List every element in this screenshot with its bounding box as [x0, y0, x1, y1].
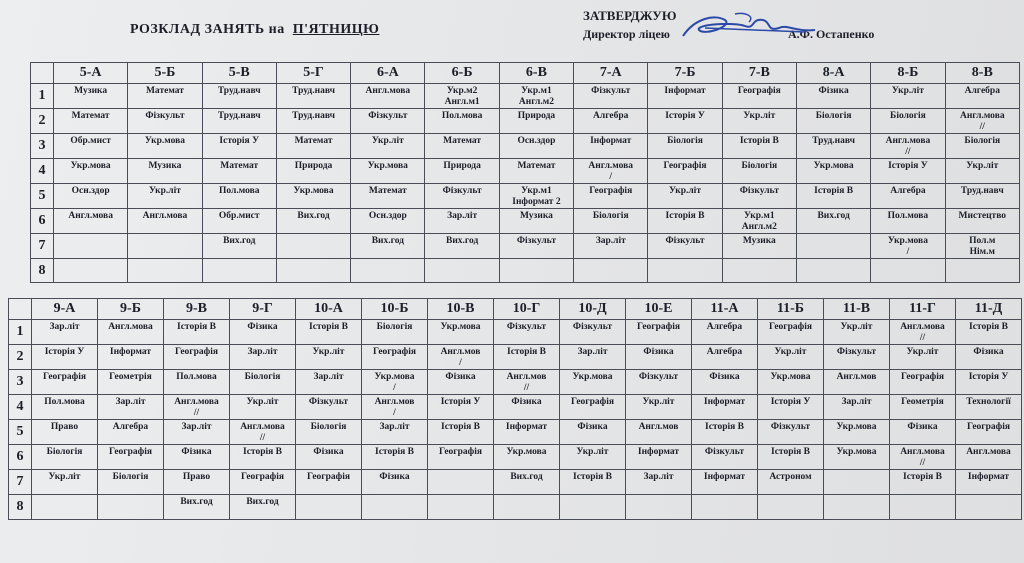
subject-cell: Укр.літ	[871, 84, 945, 109]
subject-cell: Зар.літ	[626, 470, 692, 495]
subject-cell: Пол.мова	[425, 109, 499, 134]
subject-cell: Математ	[276, 134, 350, 159]
subject-cell: Зар.літ	[362, 420, 428, 445]
class-header: 8-Б	[871, 63, 945, 84]
subject-cell: Укр.літ	[560, 445, 626, 470]
class-header: 9-Б	[98, 299, 164, 320]
subject-cell: Фізика	[560, 420, 626, 445]
subject-cell: Географія	[722, 84, 796, 109]
subject-cell: Укр.мова	[560, 370, 626, 395]
lesson-row	[9, 345, 1022, 370]
lesson-number: 3	[9, 370, 32, 395]
subject-cell: Англ.мов /	[362, 395, 428, 420]
subject-cell	[871, 259, 945, 283]
subject-cell: Пол.мова	[202, 184, 276, 209]
subject-cell: Математ	[54, 109, 128, 134]
subject-cell: Інформат	[956, 470, 1022, 495]
subject-cell: Укр.мова	[276, 184, 350, 209]
subject-cell: Історія В	[494, 345, 560, 370]
subject-cell: Фізика	[956, 345, 1022, 370]
subject-cell: Історія У	[428, 395, 494, 420]
subject-cell: Географія	[164, 345, 230, 370]
subject-cell: Труд.навч	[202, 109, 276, 134]
class-header: 10-Е	[626, 299, 692, 320]
subject-cell: Зар.літ	[296, 370, 362, 395]
subject-cell: Пол.мова	[871, 209, 945, 234]
subject-cell: Алгебра	[692, 345, 758, 370]
corner-cell	[31, 63, 54, 84]
subject-cell	[276, 259, 350, 283]
subject-cell: Географія	[574, 184, 648, 209]
subject-cell	[128, 234, 202, 259]
lesson-row	[31, 84, 1020, 109]
subject-cell: Історія У	[648, 109, 722, 134]
subject-cell: Фізика	[494, 395, 560, 420]
lesson-number: 7	[9, 470, 32, 495]
director-label: Директор ліцею	[583, 27, 670, 41]
subject-cell: Зар.літ	[164, 420, 230, 445]
subject-cell: Музика	[128, 159, 202, 184]
subject-cell: Англ.мова //	[945, 109, 1019, 134]
class-header: 6-В	[499, 63, 573, 84]
subject-cell: Географія	[296, 470, 362, 495]
class-header: 11-А	[692, 299, 758, 320]
subject-cell: Англ.мов //	[494, 370, 560, 395]
subject-cell: Укр.м1 Англ.м2	[499, 84, 573, 109]
subject-cell: Інформат	[574, 134, 648, 159]
subject-cell: Історія В	[956, 320, 1022, 345]
subject-cell	[796, 259, 870, 283]
subject-cell: Англ.мова /	[574, 159, 648, 184]
subject-cell: Інформат	[648, 84, 722, 109]
subject-cell: Фізика	[428, 370, 494, 395]
lesson-number: 7	[31, 234, 54, 259]
subject-cell: Біологія	[574, 209, 648, 234]
subject-cell: Укр.мова	[128, 134, 202, 159]
subject-cell: Осн.здор	[351, 209, 425, 234]
subject-cell: Зар.літ	[574, 234, 648, 259]
lesson-number: 6	[31, 209, 54, 234]
subject-cell: Алгебра	[98, 420, 164, 445]
lesson-number: 6	[9, 445, 32, 470]
class-header: 10-Д	[560, 299, 626, 320]
subject-cell: Фізкульт	[722, 184, 796, 209]
subject-cell	[648, 259, 722, 283]
title-text: РОЗКЛАД ЗАНЯТЬ на	[130, 22, 285, 37]
subject-cell: Труд.навч	[276, 84, 350, 109]
subject-cell	[276, 234, 350, 259]
subject-cell: Біологія	[648, 134, 722, 159]
subject-cell: Англ.мова //	[890, 320, 956, 345]
subject-cell: Технології	[956, 395, 1022, 420]
subject-cell: Укр.літ	[758, 345, 824, 370]
class-header: 7-Б	[648, 63, 722, 84]
lesson-row	[31, 184, 1020, 209]
subject-cell: Фізика	[890, 420, 956, 445]
subject-cell: Геометрія	[890, 395, 956, 420]
subject-cell: Вих.год	[796, 209, 870, 234]
subject-cell: Географія	[560, 395, 626, 420]
subject-cell: Зар.літ	[32, 320, 98, 345]
lesson-row	[31, 159, 1020, 184]
subject-cell	[956, 495, 1022, 520]
class-header: 10-Б	[362, 299, 428, 320]
subject-cell: Укр.мова	[758, 370, 824, 395]
subject-cell: Фізкульт	[574, 84, 648, 109]
subject-cell	[296, 495, 362, 520]
lesson-row	[9, 420, 1022, 445]
subject-cell: Труд.навч	[796, 134, 870, 159]
lesson-number: 1	[31, 84, 54, 109]
subject-cell: Історія У	[202, 134, 276, 159]
class-header: 11-Б	[758, 299, 824, 320]
subject-cell: Історія В	[164, 320, 230, 345]
class-header: 7-А	[574, 63, 648, 84]
subject-cell	[626, 495, 692, 520]
subject-cell: Англ.мова	[54, 209, 128, 234]
subject-cell: Географія	[956, 420, 1022, 445]
lesson-row	[9, 445, 1022, 470]
subject-cell: Фізкульт	[351, 109, 425, 134]
subject-cell: Фізика	[796, 84, 870, 109]
schedule-table-grades-5-8	[30, 62, 1020, 283]
subject-cell	[890, 495, 956, 520]
subject-cell: Вих.год	[425, 234, 499, 259]
subject-cell: Англ.мова //	[871, 134, 945, 159]
subject-cell: Біологія	[362, 320, 428, 345]
subject-cell: Фізкульт	[425, 184, 499, 209]
subject-cell: Обр.мист	[202, 209, 276, 234]
lesson-number: 5	[9, 420, 32, 445]
subject-cell: Астроном	[758, 470, 824, 495]
subject-cell: Історія В	[230, 445, 296, 470]
subject-cell: Укр.літ	[824, 320, 890, 345]
subject-cell	[351, 259, 425, 283]
subject-cell: Труд.навч	[276, 109, 350, 134]
subject-cell: Англ.мова //	[890, 445, 956, 470]
subject-cell: Математ	[351, 184, 425, 209]
class-header: 5-Б	[128, 63, 202, 84]
subject-cell: Фізика	[626, 345, 692, 370]
subject-cell	[824, 495, 890, 520]
subject-cell: Укр.літ	[296, 345, 362, 370]
subject-cell: Історія У	[956, 370, 1022, 395]
subject-cell: Англ.мова	[128, 209, 202, 234]
subject-cell: Укр.літ	[890, 345, 956, 370]
subject-cell: Англ.мова	[351, 84, 425, 109]
signature-image	[675, 10, 825, 42]
subject-cell: Укр.мова	[54, 159, 128, 184]
subject-cell	[796, 234, 870, 259]
class-header: 10-В	[428, 299, 494, 320]
subject-cell	[98, 495, 164, 520]
subject-cell	[54, 259, 128, 283]
subject-cell: Історія В	[758, 445, 824, 470]
class-header: 9-В	[164, 299, 230, 320]
subject-cell: Фізкульт	[758, 420, 824, 445]
schedule-table-grades-9-11	[8, 298, 1022, 520]
lesson-number: 4	[9, 395, 32, 420]
subject-cell: Укр.мова /	[871, 234, 945, 259]
class-header: 11-В	[824, 299, 890, 320]
lesson-number: 1	[9, 320, 32, 345]
class-header: 5-Г	[276, 63, 350, 84]
subject-cell: Зар.літ	[560, 345, 626, 370]
subject-cell: Право	[164, 470, 230, 495]
subject-cell: Географія	[648, 159, 722, 184]
title-day: П'ЯТНИЦЮ	[292, 22, 380, 37]
subject-cell: Укр.мова /	[362, 370, 428, 395]
subject-cell: Фізика	[230, 320, 296, 345]
subject-cell: Інформат	[692, 470, 758, 495]
subject-cell: Географія	[362, 345, 428, 370]
subject-cell: Англ.мова	[98, 320, 164, 345]
subject-cell: Англ.мова	[956, 445, 1022, 470]
subject-cell: Алгебра	[945, 84, 1019, 109]
subject-cell: Історія В	[890, 470, 956, 495]
subject-cell	[494, 495, 560, 520]
class-header: 8-В	[945, 63, 1019, 84]
subject-cell: Вих.год	[351, 234, 425, 259]
subject-cell: Біологія	[722, 159, 796, 184]
subject-cell: Біологія	[98, 470, 164, 495]
subject-cell: Географія	[890, 370, 956, 395]
class-header: 6-Б	[425, 63, 499, 84]
subject-cell: Історія В	[296, 320, 362, 345]
subject-cell: Укр.літ	[32, 470, 98, 495]
class-header: 10-Г	[494, 299, 560, 320]
subject-cell: Пол.мова	[164, 370, 230, 395]
lesson-number: 4	[31, 159, 54, 184]
class-header: 7-В	[722, 63, 796, 84]
subject-cell: Фізика	[692, 370, 758, 395]
subject-cell: Географія	[626, 320, 692, 345]
subject-cell: Математ	[128, 84, 202, 109]
subject-cell: Обр.мист	[54, 134, 128, 159]
subject-cell: Географія	[428, 445, 494, 470]
subject-cell: Історія В	[428, 420, 494, 445]
subject-cell: Пол.мова	[32, 395, 98, 420]
subject-cell	[362, 495, 428, 520]
subject-cell: Осн.здор	[499, 134, 573, 159]
subject-cell: Труд.навч	[945, 184, 1019, 209]
subject-cell: Історія В	[362, 445, 428, 470]
subject-cell: Укр.літ	[648, 184, 722, 209]
lesson-row	[31, 109, 1020, 134]
subject-cell: Укр.мова	[824, 445, 890, 470]
subject-cell	[574, 259, 648, 283]
director-name: А.Ф. Остапенко	[787, 27, 875, 41]
subject-cell	[692, 495, 758, 520]
subject-cell: Фізкульт	[648, 234, 722, 259]
subject-cell: Математ	[425, 134, 499, 159]
subject-cell: Вих.год	[202, 234, 276, 259]
class-header: 11-Г	[890, 299, 956, 320]
subject-cell: Фізика	[362, 470, 428, 495]
subject-cell: Музика	[722, 234, 796, 259]
subject-cell: Укр.мова	[494, 445, 560, 470]
subject-cell: Англ.мов /	[428, 345, 494, 370]
subject-cell: Вих.год	[494, 470, 560, 495]
lesson-number: 2	[9, 345, 32, 370]
subject-cell: Зар.літ	[230, 345, 296, 370]
subject-cell: Фізкульт	[499, 234, 573, 259]
subject-cell: Біологія	[945, 134, 1019, 159]
class-header: 6-А	[351, 63, 425, 84]
subject-cell: Вих.год	[164, 495, 230, 520]
lesson-number: 3	[31, 134, 54, 159]
subject-cell: Укр.мова	[796, 159, 870, 184]
lesson-row	[31, 134, 1020, 159]
subject-cell: Фізкульт	[560, 320, 626, 345]
subject-cell: Музика	[54, 84, 128, 109]
lesson-row	[31, 209, 1020, 234]
subject-cell: Фізика	[164, 445, 230, 470]
subject-cell: Укр.літ	[351, 134, 425, 159]
class-header: 5-В	[202, 63, 276, 84]
subject-cell: Англ.мова //	[164, 395, 230, 420]
subject-cell: Право	[32, 420, 98, 445]
subject-cell: Історія В	[560, 470, 626, 495]
subject-cell: Географія	[32, 370, 98, 395]
subject-cell: Укр.літ	[230, 395, 296, 420]
subject-cell: Англ.мов	[824, 370, 890, 395]
subject-cell: Біологія	[871, 109, 945, 134]
subject-cell: Укр.мова	[351, 159, 425, 184]
lesson-number: 8	[9, 495, 32, 520]
subject-cell: Історія В	[692, 420, 758, 445]
subject-cell	[128, 259, 202, 283]
subject-cell	[428, 495, 494, 520]
subject-cell: Природа	[425, 159, 499, 184]
subject-cell: Біологія	[32, 445, 98, 470]
subject-cell	[945, 259, 1019, 283]
subject-cell: Історія У	[32, 345, 98, 370]
corner-cell	[9, 299, 32, 320]
subject-cell: Математ	[202, 159, 276, 184]
lesson-number: 2	[31, 109, 54, 134]
subject-cell: Геометрія	[98, 370, 164, 395]
class-header: 9-Г	[230, 299, 296, 320]
approve-label: ЗАТВЕРДЖУЮ	[583, 8, 677, 23]
subject-cell: Укр.літ	[722, 109, 796, 134]
subject-cell: Укр.м1 Інформат 2	[499, 184, 573, 209]
subject-cell: Історія У	[871, 159, 945, 184]
subject-cell	[824, 470, 890, 495]
subject-cell: Укр.мова	[428, 320, 494, 345]
subject-cell: Алгебра	[871, 184, 945, 209]
subject-cell: Мистецтво	[945, 209, 1019, 234]
subject-cell	[428, 470, 494, 495]
subject-cell	[202, 259, 276, 283]
subject-cell: Укр.літ	[626, 395, 692, 420]
subject-cell: Історія У	[758, 395, 824, 420]
class-header: 5-А	[54, 63, 128, 84]
lesson-row	[9, 320, 1022, 345]
lesson-row	[9, 370, 1022, 395]
subject-cell	[54, 234, 128, 259]
subject-cell: Інформат	[692, 395, 758, 420]
subject-cell: Історія В	[796, 184, 870, 209]
subject-cell: Укр.м2 Англ.м1	[425, 84, 499, 109]
subject-cell: Зар.літ	[425, 209, 499, 234]
subject-cell: Осн.здор	[54, 184, 128, 209]
lesson-row	[31, 259, 1020, 283]
class-header: 11-Д	[956, 299, 1022, 320]
subject-cell: Історія В	[722, 134, 796, 159]
subject-cell: Укр.літ	[128, 184, 202, 209]
subject-cell: Інформат	[98, 345, 164, 370]
subject-cell: Фізкульт	[296, 395, 362, 420]
subject-cell: Природа	[276, 159, 350, 184]
subject-cell: Фізика	[296, 445, 362, 470]
subject-cell: Інформат	[626, 445, 692, 470]
lesson-row	[9, 470, 1022, 495]
subject-cell: Фізкульт	[824, 345, 890, 370]
subject-cell: Зар.літ	[824, 395, 890, 420]
subject-cell: Зар.літ	[98, 395, 164, 420]
subject-cell: Алгебра	[692, 320, 758, 345]
subject-cell: Фізкульт	[128, 109, 202, 134]
class-header: 8-А	[796, 63, 870, 84]
subject-cell: Географія	[230, 470, 296, 495]
subject-cell: Фізкульт	[626, 370, 692, 395]
subject-cell	[499, 259, 573, 283]
subject-cell: Вих.год	[276, 209, 350, 234]
subject-cell: Алгебра	[574, 109, 648, 134]
subject-cell: Вих.год	[230, 495, 296, 520]
subject-cell: Пол.м Нім.м	[945, 234, 1019, 259]
subject-cell: Укр.літ	[945, 159, 1019, 184]
subject-cell: Географія	[758, 320, 824, 345]
subject-cell	[32, 495, 98, 520]
page-title	[130, 22, 379, 38]
lesson-row	[9, 395, 1022, 420]
subject-cell: Інформат	[494, 420, 560, 445]
subject-cell: Фізкульт	[692, 445, 758, 470]
subject-cell: Укр.м1 Англ.м2	[722, 209, 796, 234]
subject-cell: Природа	[499, 109, 573, 134]
subject-cell: Географія	[98, 445, 164, 470]
subject-cell: Історія В	[648, 209, 722, 234]
subject-cell	[722, 259, 796, 283]
subject-cell: Англ.мов	[626, 420, 692, 445]
subject-cell: Біологія	[230, 370, 296, 395]
lesson-row	[9, 495, 1022, 520]
subject-cell	[758, 495, 824, 520]
subject-cell: Труд.навч	[202, 84, 276, 109]
subject-cell: Музика	[499, 209, 573, 234]
class-header: 10-А	[296, 299, 362, 320]
subject-cell: Англ.мова //	[230, 420, 296, 445]
lesson-number: 5	[31, 184, 54, 209]
lesson-number: 8	[31, 259, 54, 283]
subject-cell: Укр.мова	[824, 420, 890, 445]
subject-cell: Математ	[499, 159, 573, 184]
subject-cell: Біологія	[796, 109, 870, 134]
subject-cell	[425, 259, 499, 283]
lesson-row	[31, 234, 1020, 259]
subject-cell	[560, 495, 626, 520]
subject-cell: Фізкульт	[494, 320, 560, 345]
class-header: 9-А	[32, 299, 98, 320]
subject-cell: Біологія	[296, 420, 362, 445]
